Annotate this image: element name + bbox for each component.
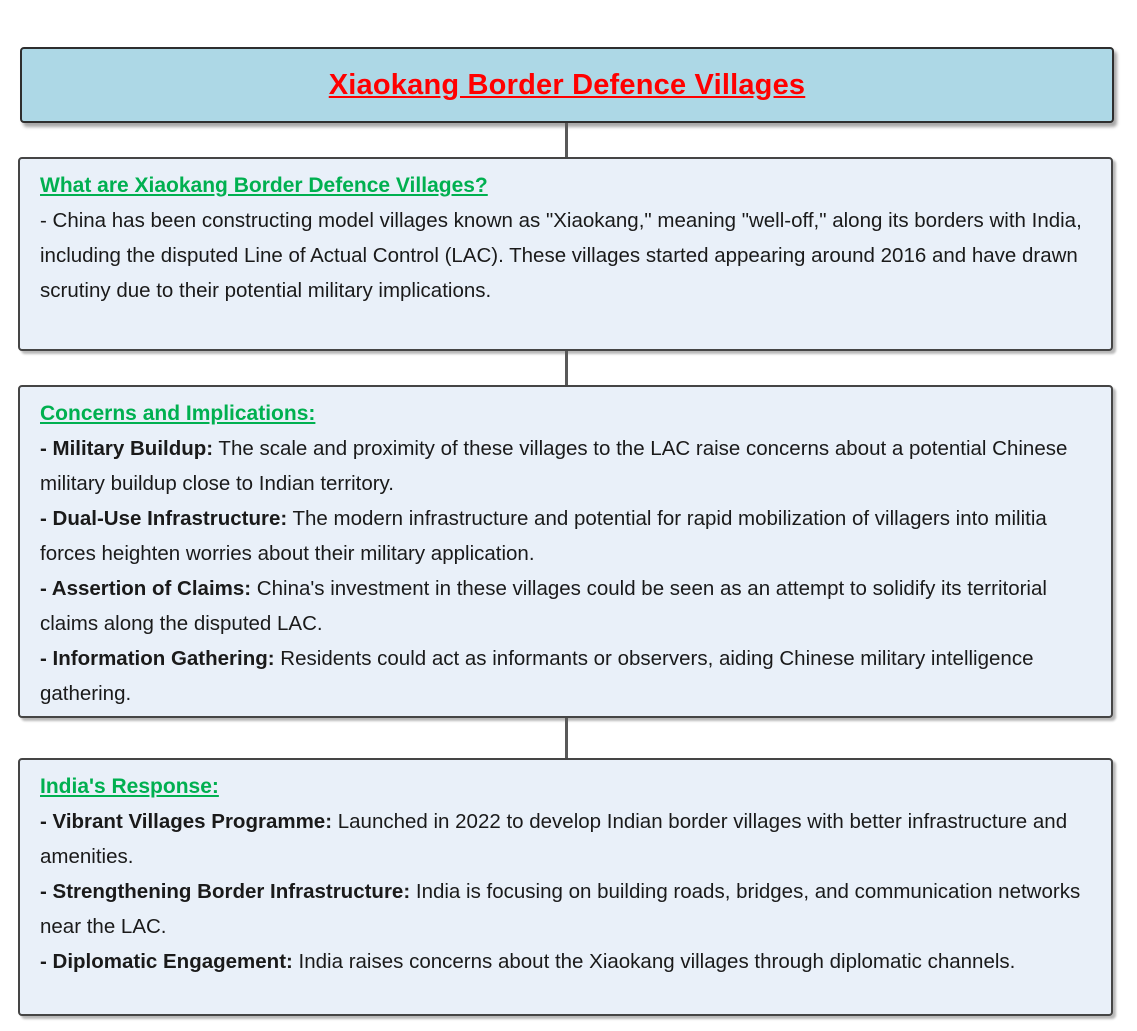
bullet-item [40,874,1091,944]
bullet-item [40,431,1091,501]
bullet-text: - China has been constructing model villages known as "Xiaokang," meaning "well-off," along its borders with India, including the disputed Line of Actual Control (LAC). These villages started appearing around 2016 and have drawn scrutiny due to their potential military implications. [40,209,1082,302]
bullet-lead: - Dual-Use Infrastructure: [40,507,288,530]
bullet-item [40,501,1091,571]
bullet-text: Residents could act as informants or observers, aiding Chinese military intelligence gathering. [40,647,1034,705]
bullet-text: India is focusing on building roads, bridges, and communication networks near the LAC. [40,880,1081,938]
bullet-item [40,203,1091,308]
section-heading: Concerns and Implications: [40,402,316,425]
connector-line-2 [565,351,568,386]
section-heading: What are Xiaokang Border Defence Villages? [40,174,488,197]
title-box [20,47,1114,123]
bullet-lead: - Diplomatic Engagement: [40,950,293,973]
bullet-lead: - Military Buildup: [40,437,214,460]
diagram-title: Xiaokang Border Defence Villages [328,68,806,101]
bullet-text: China's investment in these villages could be seen as an attempt to solidify its territorial claims along the disputed LAC. [40,577,1047,635]
bullet-text: The scale and proximity of these villages to the LAC raise concerns about a potential Chinese military buildup close to Indian territory. [40,437,1068,495]
bullet-item [40,571,1091,641]
bullet-lead: - Strengthening Border Infrastructure: [40,880,411,903]
section-concerns-implications [18,385,1113,718]
section-indias-response [18,758,1113,1016]
bullet-text: India raises concerns about the Xiaokang villages through diplomatic channels. [292,950,1016,973]
bullet-text: The modern infrastructure and potential for rapid mobilization of villagers into militia forces heighten worries about their military application. [40,507,1047,565]
bullet-lead: - Assertion of Claims: [40,577,252,600]
bullet-item [40,641,1091,711]
bullet-lead: - Information Gathering: [40,647,275,670]
section-heading: India's Response: [40,775,219,798]
bullet-lead: - Vibrant Villages Programme: [40,810,333,833]
bullet-item [40,944,1091,979]
bullet-text: Launched in 2022 to develop Indian border villages with better infrastructure and amenities. [40,810,1068,868]
connector-line-1 [565,123,568,158]
section-what-are-villages [18,157,1113,351]
connector-line-3 [565,718,568,759]
bullet-item [40,804,1091,874]
